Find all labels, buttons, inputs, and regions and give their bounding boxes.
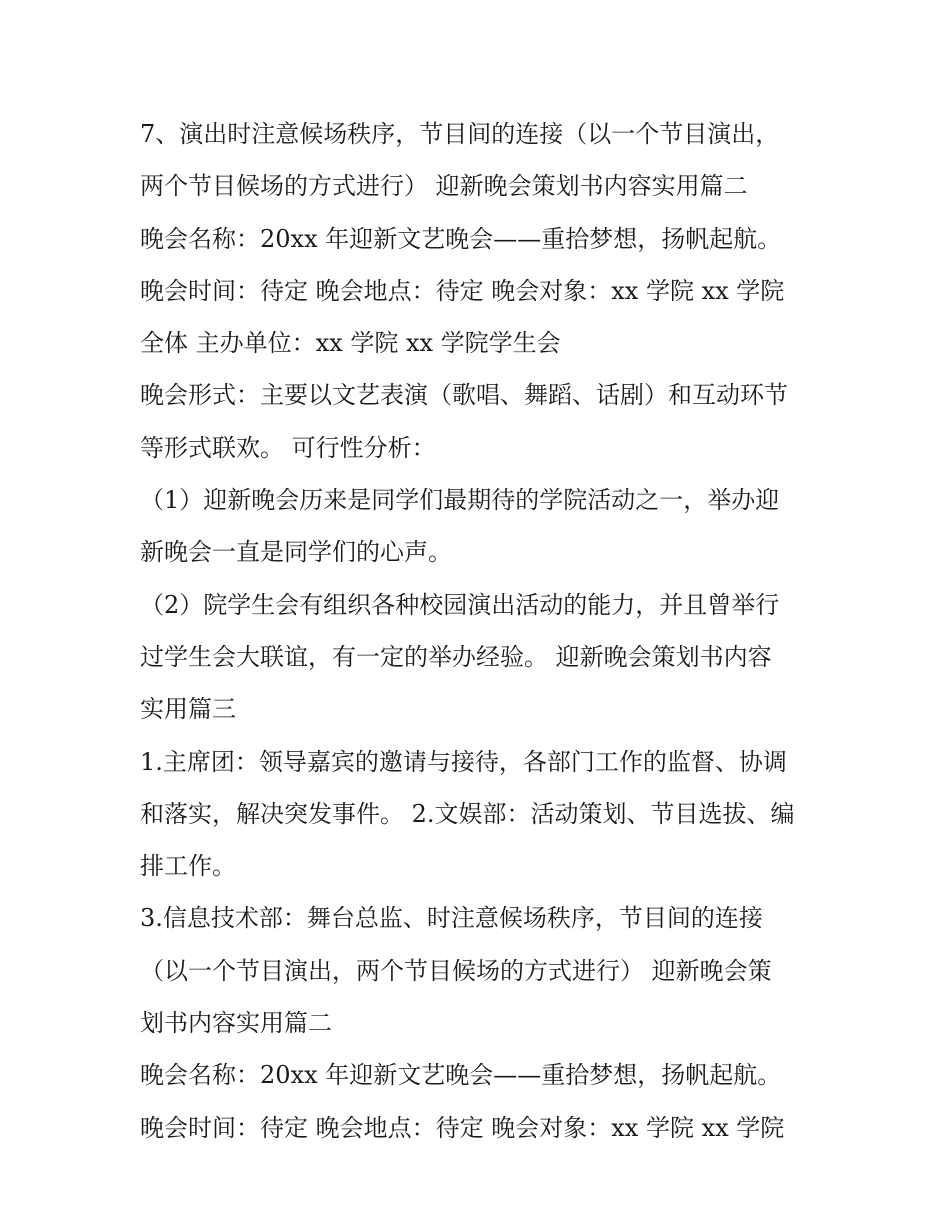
text-line: （1）迎新晚会历来是同学们最期待的学院活动之一，举办迎 xyxy=(140,486,780,515)
text-line: 等形式联欢。 可行性分析： xyxy=(140,433,436,462)
text-line: 晚会名称：20xx 年迎新文艺晚会——重拾梦想，扬帆起航。 xyxy=(140,1061,782,1090)
text-line: 晚会时间：待定 晚会地点：待定 晚会对象：xx 学院 xx 学院 xyxy=(140,1113,785,1142)
text-line: 划书内容实用篇二 xyxy=(140,1009,332,1038)
text-line: 和落实，解决突发事件。 2.文娱部：活动策划、节目选拔、编 xyxy=(140,799,795,828)
text-line: 7、演出时注意候场秩序，节目间的连接（以一个节目演出， xyxy=(140,120,780,148)
text-line: 晚会名称：20xx 年迎新文艺晚会——重拾梦想，扬帆起航。 xyxy=(140,224,782,253)
text-line: 3.信息技术部：舞台总监、时注意候场秩序，节目间的连接 xyxy=(140,904,763,933)
text-line: 1.主席团：领导嘉宾的邀请与接待，各部门工作的监督、协调 xyxy=(140,747,787,776)
document-body xyxy=(140,108,830,1154)
text-line: 过学生会大联谊，有一定的举办经验。 迎新晚会策划书内容 xyxy=(140,642,772,671)
text-line: 两个节目候场的方式进行） 迎新晚会策划书内容实用篇二 xyxy=(140,172,748,201)
text-line: 排工作。 xyxy=(140,852,236,881)
text-line: 晚会形式：主要以文艺表演（歌唱、舞蹈、话剧）和互动环节 xyxy=(140,381,788,410)
text-line: 新晚会一直是同学们的心声。 xyxy=(140,538,452,567)
text-line: 实用篇三 xyxy=(140,695,236,724)
text-line: 全体 主办单位：xx 学院 xx 学院学生会 xyxy=(140,329,561,358)
text-line: （以一个节目演出，两个节目候场的方式进行） 迎新晚会策 xyxy=(140,956,772,985)
text-line: 晚会时间：待定 晚会地点：待定 晚会对象：xx 学院 xx 学院 xyxy=(140,276,785,305)
text-line: （2）院学生会有组织各种校园演出活动的能力，并且曾举行 xyxy=(140,590,780,619)
